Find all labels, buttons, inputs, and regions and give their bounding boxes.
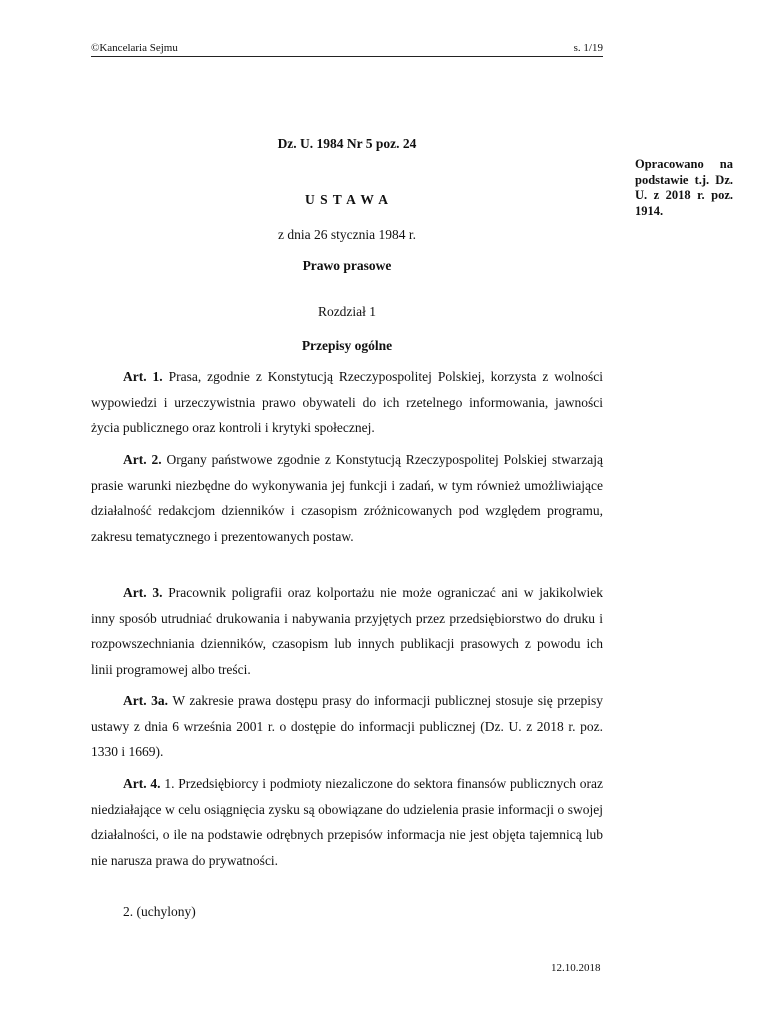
article-label: Art. 1. <box>123 369 163 384</box>
act-type: U S T A W A <box>305 192 389 207</box>
article-label: Art. 3a. <box>123 693 169 708</box>
article-text: Pracownik poligrafii oraz kolportażu nie może ograniczać ani w jakikolwiek inny sposób utrudniać drukowania i nabywania przyjętych przez przedsiębiorstwo do druku i rozpowszechniania dzienników, czasopism lub innych publikacji prasowych z powodu ich linii programowej albo treści. <box>91 585 603 677</box>
act-name: Prawo prasowe <box>302 258 392 273</box>
article-label: Art. 2. <box>123 452 162 467</box>
header-publisher: ©Kancelaria Sejmu <box>91 42 178 54</box>
article-text: 1. Przedsiębiorcy i podmioty niezaliczone do sektora finansów publicznych oraz niedziałające w celu osiągnięcia zysku są obowiązane do udzielenia prasie informacji o swojej działalności, o ile na podstawie odrębnych przepisów informacja nie jest objęta tajemnicą lub nie narusza prawa do prywatności. <box>91 776 603 868</box>
article-4-subpoint-2 <box>91 899 603 925</box>
article-text: W zakresie prawa dostępu prasy do informacji publicznej stosuje się przepisy ustawy z dnia 6 września 2001 r. o dostępie do informacji publicznej (Dz. U. z 2018 r. poz. 1330 i 1669). <box>91 693 603 760</box>
article-3 <box>91 580 603 682</box>
header-page-number: s. 1/19 <box>573 42 603 54</box>
side-note: Opracowano na podstawie t.j. Dz. U. z 2018 r. poz. 1914. <box>635 157 733 218</box>
article-2 <box>91 447 603 549</box>
article-1 <box>91 364 603 441</box>
chapter-number: Rozdział 1 <box>317 304 377 319</box>
journal-reference: Dz. U. 1984 Nr 5 poz. 24 <box>277 136 417 151</box>
article-text: Prasa, zgodnie z Konstytucją Rzeczypospolitej Polskiej, korzysta z wolności wypowiedzi i urzeczywistnia prawo obywateli do ich rzetelnego informowania, jawności życia publicznego oraz kontroli i krytyki społecznej. <box>91 369 603 436</box>
article-label: Art. 3. <box>123 585 163 600</box>
act-date: z dnia 26 stycznia 1984 r. <box>278 227 416 242</box>
article-text: Organy państwowe zgodnie z Konstytucją Rzeczypospolitej Polskiej stwarzają prasie warunki niezbędne do wykonywania jej funkcji i zadań, w tym również umożliwiające działalność redakcjom dzienników i czasopism zróżnicowanych pod względem programu, zakresu tematycznego i prezentowanych postaw. <box>91 452 604 544</box>
chapter-title: Przepisy ogólne <box>301 338 393 353</box>
page-header <box>91 40 603 57</box>
article-label: Art. 4. <box>123 776 161 791</box>
footer-date: 12.10.2018 <box>551 962 601 974</box>
article-4 <box>91 771 603 873</box>
article-3a <box>91 688 603 765</box>
subpoint-text: 2. (uchylony) <box>123 904 196 919</box>
